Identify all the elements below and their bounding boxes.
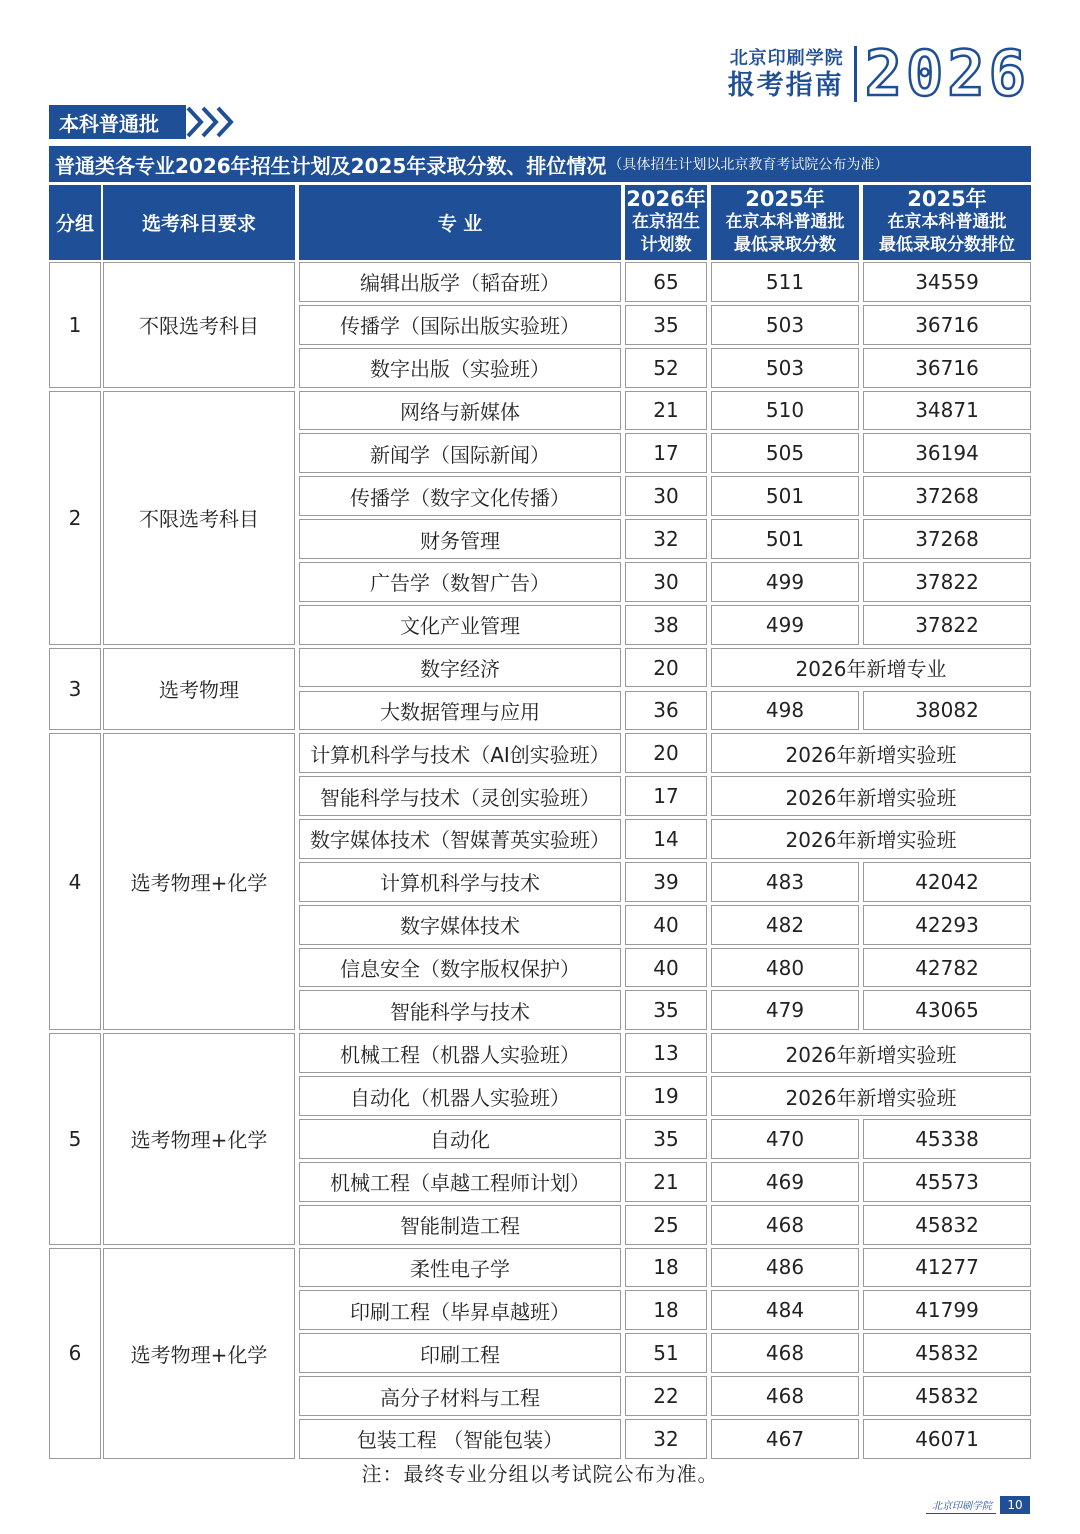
plan-count: 18	[625, 1290, 707, 1330]
major-name: 智能科学与技术（灵创实验班）	[299, 776, 621, 816]
plan-count: 32	[625, 1419, 707, 1459]
min-rank: 37268	[863, 519, 1031, 559]
major-name: 计算机科学与技术（AI创实验班）	[299, 733, 621, 773]
brand-text	[727, 47, 844, 101]
plan-count: 30	[625, 562, 707, 602]
plan-count: 14	[625, 819, 707, 859]
min-score: 499	[711, 605, 859, 645]
plan-count: 35	[625, 305, 707, 345]
major-name: 信息安全（数字版权保护）	[299, 948, 621, 988]
major-name: 传播学（数字文化传播）	[299, 476, 621, 516]
min-score: 486	[711, 1248, 859, 1288]
group-number: 4	[49, 733, 101, 1030]
min-score: 501	[711, 519, 859, 559]
group-number: 6	[49, 1248, 101, 1459]
major-name: 自动化（机器人实验班）	[299, 1076, 621, 1116]
new-program-note: 2026年新增实验班	[711, 1033, 1031, 1073]
min-rank: 43065	[863, 990, 1031, 1030]
plan-count: 17	[625, 433, 707, 473]
group-number: 5	[49, 1033, 101, 1244]
plan-count: 30	[625, 476, 707, 516]
major-name: 网络与新媒体	[299, 391, 621, 431]
plan-count: 21	[625, 391, 707, 431]
min-rank: 45832	[863, 1333, 1031, 1373]
min-score: 501	[711, 476, 859, 516]
plan-count: 39	[625, 862, 707, 902]
major-name: 包装工程 （智能包装）	[299, 1419, 621, 1459]
major-name: 自动化	[299, 1119, 621, 1159]
min-rank: 34871	[863, 391, 1031, 431]
min-score: 483	[711, 862, 859, 902]
footnote: 注：最终专业分组以考试院公布为准。	[361, 1462, 719, 1486]
min-score: 484	[711, 1290, 859, 1330]
min-score: 503	[711, 348, 859, 388]
table-title: 普通类各专业2026年招生计划及2025年录取分数、排位情况	[55, 153, 607, 178]
min-rank: 45832	[863, 1205, 1031, 1245]
min-rank: 42293	[863, 905, 1031, 945]
major-name: 高分子材料与工程	[299, 1376, 621, 1416]
major-name: 印刷工程	[299, 1333, 621, 1373]
plan-count: 17	[625, 776, 707, 816]
major-name: 财务管理	[299, 519, 621, 559]
min-rank: 37268	[863, 476, 1031, 516]
min-score: 479	[711, 990, 859, 1030]
min-score: 511	[711, 262, 859, 302]
plan-count: 18	[625, 1248, 707, 1288]
plan-count: 21	[625, 1162, 707, 1202]
min-rank: 37822	[863, 562, 1031, 602]
min-score: 510	[711, 391, 859, 431]
plan-count: 65	[625, 262, 707, 302]
plan-count: 51	[625, 1333, 707, 1373]
min-rank: 41277	[863, 1248, 1031, 1288]
min-rank: 36716	[863, 348, 1031, 388]
min-rank: 36716	[863, 305, 1031, 345]
major-name: 计算机科学与技术	[299, 862, 621, 902]
header-plan	[625, 185, 707, 260]
min-score: 469	[711, 1162, 859, 1202]
min-rank: 42782	[863, 948, 1031, 988]
plan-count: 36	[625, 691, 707, 731]
new-program-note: 2026年新增实验班	[711, 1076, 1031, 1116]
plan-count: 22	[625, 1376, 707, 1416]
group-subjects: 选考物理	[103, 648, 295, 731]
new-program-note: 2026年新增专业	[711, 648, 1031, 688]
plan-count: 40	[625, 905, 707, 945]
min-score: 482	[711, 905, 859, 945]
new-program-note: 2026年新增实验班	[711, 776, 1031, 816]
plan-count: 32	[625, 519, 707, 559]
major-name: 智能科学与技术	[299, 990, 621, 1030]
chevrons-icon	[186, 105, 238, 139]
min-rank: 41799	[863, 1290, 1031, 1330]
header-score	[711, 185, 859, 260]
major-name: 数字媒体技术	[299, 905, 621, 945]
group-number: 3	[49, 648, 101, 731]
group-subjects: 不限选考科目	[103, 262, 295, 388]
plan-count: 25	[625, 1205, 707, 1245]
school-name: 北京印刷学院	[729, 47, 844, 69]
min-score: 468	[711, 1333, 859, 1373]
header-plan-line1: 2026年	[626, 187, 706, 211]
group-number: 1	[49, 262, 101, 388]
plan-count: 19	[625, 1076, 707, 1116]
major-name: 机械工程（机器人实验班）	[299, 1033, 621, 1073]
major-name: 大数据管理与应用	[299, 691, 621, 731]
plan-count: 40	[625, 948, 707, 988]
min-rank: 45338	[863, 1119, 1031, 1159]
min-score: 480	[711, 948, 859, 988]
guide-title: 报考指南	[727, 69, 844, 101]
header-rank	[863, 185, 1031, 260]
major-name: 数字媒体技术（智媒菁英实验班）	[299, 819, 621, 859]
brand-year: 2026	[864, 37, 1030, 110]
plan-count: 52	[625, 348, 707, 388]
plan-count: 38	[625, 605, 707, 645]
plan-count: 20	[625, 733, 707, 773]
min-score: 467	[711, 1419, 859, 1459]
new-program-note: 2026年新增实验班	[711, 733, 1031, 773]
batch-tag: 本科普通批	[49, 105, 186, 139]
header-rank-line1: 2025年	[907, 187, 987, 211]
major-name: 文化产业管理	[299, 605, 621, 645]
new-program-note: 2026年新增实验班	[711, 819, 1031, 859]
min-score: 505	[711, 433, 859, 473]
plan-count: 13	[625, 1033, 707, 1073]
min-rank: 46071	[863, 1419, 1031, 1459]
page-number: 10	[1000, 1496, 1030, 1514]
header-rank-line2: 在京本科普通批	[887, 212, 1007, 232]
group-subjects: 选考物理+化学	[103, 733, 295, 1030]
brand-divider	[854, 46, 857, 102]
major-name: 编辑出版学（韬奋班）	[299, 262, 621, 302]
major-name: 机械工程（卓越工程师计划）	[299, 1162, 621, 1202]
min-rank: 45832	[863, 1376, 1031, 1416]
group-subjects: 选考物理+化学	[103, 1033, 295, 1244]
min-rank: 34559	[863, 262, 1031, 302]
min-score: 470	[711, 1119, 859, 1159]
header-major: 专 业	[299, 185, 621, 260]
major-name: 智能制造工程	[299, 1205, 621, 1245]
header-group: 分组	[49, 185, 101, 260]
major-name: 印刷工程（毕昇卓越班）	[299, 1290, 621, 1330]
min-rank: 38082	[863, 691, 1031, 731]
table-title-bar	[49, 146, 1031, 182]
major-name: 柔性电子学	[299, 1248, 621, 1288]
min-score: 468	[711, 1205, 859, 1245]
header-plan-line2: 在京招生	[632, 212, 700, 232]
group-number: 2	[49, 391, 101, 645]
min-score: 498	[711, 691, 859, 731]
min-rank: 37822	[863, 605, 1031, 645]
header-subjects: 选考科目要求	[103, 185, 295, 260]
header-rank-line3: 最低录取分数排位	[879, 235, 1015, 255]
min-score: 468	[711, 1376, 859, 1416]
table-title-note: （具体招生计划以北京教育考试院公布为准）	[608, 157, 889, 173]
header-score-line1: 2025年	[745, 187, 825, 211]
min-rank: 42042	[863, 862, 1031, 902]
major-name: 数字出版（实验班）	[299, 348, 621, 388]
min-score: 503	[711, 305, 859, 345]
major-name: 数字经济	[299, 648, 621, 688]
plan-count: 35	[625, 1119, 707, 1159]
header-score-line3: 最低录取分数	[734, 235, 836, 255]
header-plan-line3: 计划数	[640, 235, 692, 255]
brand-header	[727, 37, 1030, 110]
min-rank: 36194	[863, 433, 1031, 473]
min-score: 499	[711, 562, 859, 602]
group-subjects: 不限选考科目	[103, 391, 295, 645]
major-name: 广告学（数智广告）	[299, 562, 621, 602]
major-name: 新闻学（国际新闻）	[299, 433, 621, 473]
plan-count: 35	[625, 990, 707, 1030]
major-name: 传播学（国际出版实验班）	[299, 305, 621, 345]
group-subjects: 选考物理+化学	[103, 1248, 295, 1459]
min-rank: 45573	[863, 1162, 1031, 1202]
footer-logo: 北京印刷学院	[926, 1496, 996, 1514]
plan-count: 20	[625, 648, 707, 688]
header-score-line2: 在京本科普通批	[725, 212, 845, 232]
